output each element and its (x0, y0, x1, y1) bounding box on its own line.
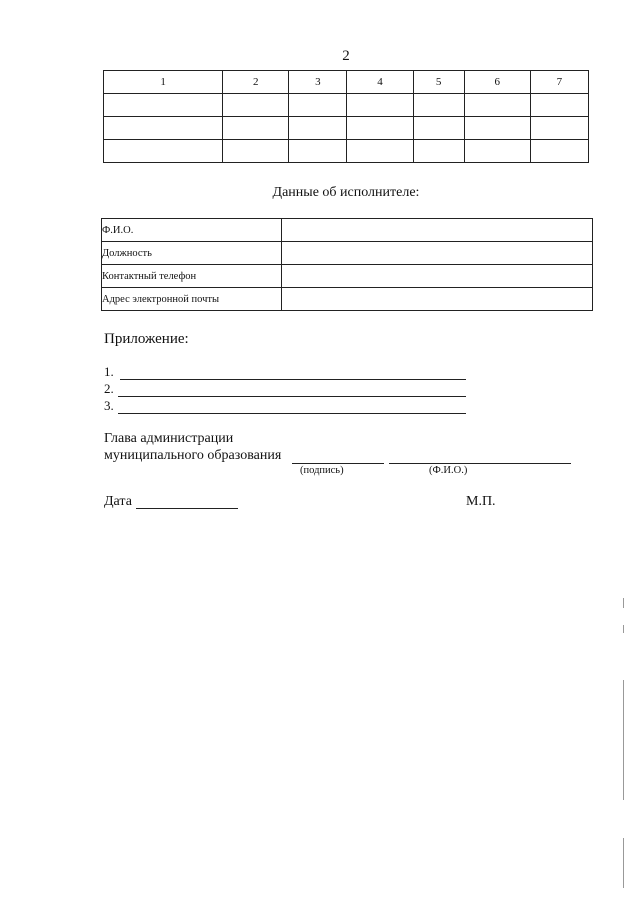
table-cell[interactable] (347, 140, 413, 163)
column-header: 5 (413, 71, 464, 94)
table-cell[interactable] (347, 117, 413, 140)
table-row (104, 140, 589, 163)
table-cell[interactable] (464, 140, 530, 163)
column-header: 1 (104, 71, 223, 94)
table-cell[interactable] (530, 94, 588, 117)
table-cell[interactable] (104, 94, 223, 117)
executor-row-email (102, 288, 593, 311)
table-cell[interactable] (223, 140, 289, 163)
appendix-title: Приложение: (104, 331, 189, 347)
column-header: 3 (289, 71, 347, 94)
executor-row-position (102, 242, 593, 265)
executor-section-title: Данные об исполнителе: (272, 185, 420, 200)
appendix-item (104, 364, 118, 380)
executor-table (101, 218, 593, 311)
appendix-item (104, 398, 118, 414)
table-cell[interactable] (104, 117, 223, 140)
table-cell[interactable] (413, 117, 464, 140)
name-caption: (Ф.И.О.) (429, 465, 468, 476)
column-header: 7 (530, 71, 588, 94)
table-cell[interactable] (289, 140, 347, 163)
table-cell[interactable] (223, 94, 289, 117)
stamp-place: М.П. (466, 494, 496, 509)
scan-speck (623, 598, 624, 608)
appendix-item (104, 381, 118, 397)
scan-speck (623, 838, 624, 888)
name-field[interactable] (282, 219, 593, 242)
name-line[interactable] (389, 463, 571, 464)
appendix-line-1[interactable] (120, 379, 466, 380)
table-row (104, 117, 589, 140)
top-table (103, 70, 589, 163)
field-label: Должность (102, 242, 282, 265)
table-row (104, 94, 589, 117)
table-cell[interactable] (347, 94, 413, 117)
executor-row-phone (102, 265, 593, 288)
table-cell[interactable] (104, 140, 223, 163)
date-label: Дата (104, 494, 132, 509)
item-number: 2. (104, 381, 114, 396)
table-cell[interactable] (413, 94, 464, 117)
phone-field[interactable] (282, 265, 593, 288)
appendix-line-2[interactable] (118, 396, 466, 397)
field-label: Адрес электронной почты (102, 288, 282, 311)
page-number: 2 (342, 48, 350, 64)
table-header-row (104, 71, 589, 94)
table-cell[interactable] (289, 94, 347, 117)
table-cell[interactable] (223, 117, 289, 140)
scan-speck (623, 625, 624, 633)
column-header: 4 (347, 71, 413, 94)
appendix-line-3[interactable] (118, 413, 466, 414)
signature-line[interactable] (292, 463, 384, 464)
signature-caption: (подпись) (300, 465, 344, 476)
table-cell[interactable] (413, 140, 464, 163)
field-label: Контактный телефон (102, 265, 282, 288)
signer-title-line-1: Глава администрации (104, 431, 234, 446)
table-cell[interactable] (464, 94, 530, 117)
table-cell[interactable] (530, 117, 588, 140)
item-number: 1. (104, 364, 114, 379)
item-number: 3. (104, 398, 114, 413)
position-field[interactable] (282, 242, 593, 265)
scan-speck (623, 680, 624, 800)
email-field[interactable] (282, 288, 593, 311)
table-cell[interactable] (530, 140, 588, 163)
column-header: 6 (464, 71, 530, 94)
date-line[interactable] (136, 508, 238, 509)
signer-title-line-2: муниципального образования (104, 448, 282, 463)
field-label: Ф.И.О. (102, 219, 282, 242)
column-header: 2 (223, 71, 289, 94)
executor-row-name (102, 219, 593, 242)
table-cell[interactable] (289, 117, 347, 140)
table-cell[interactable] (464, 117, 530, 140)
